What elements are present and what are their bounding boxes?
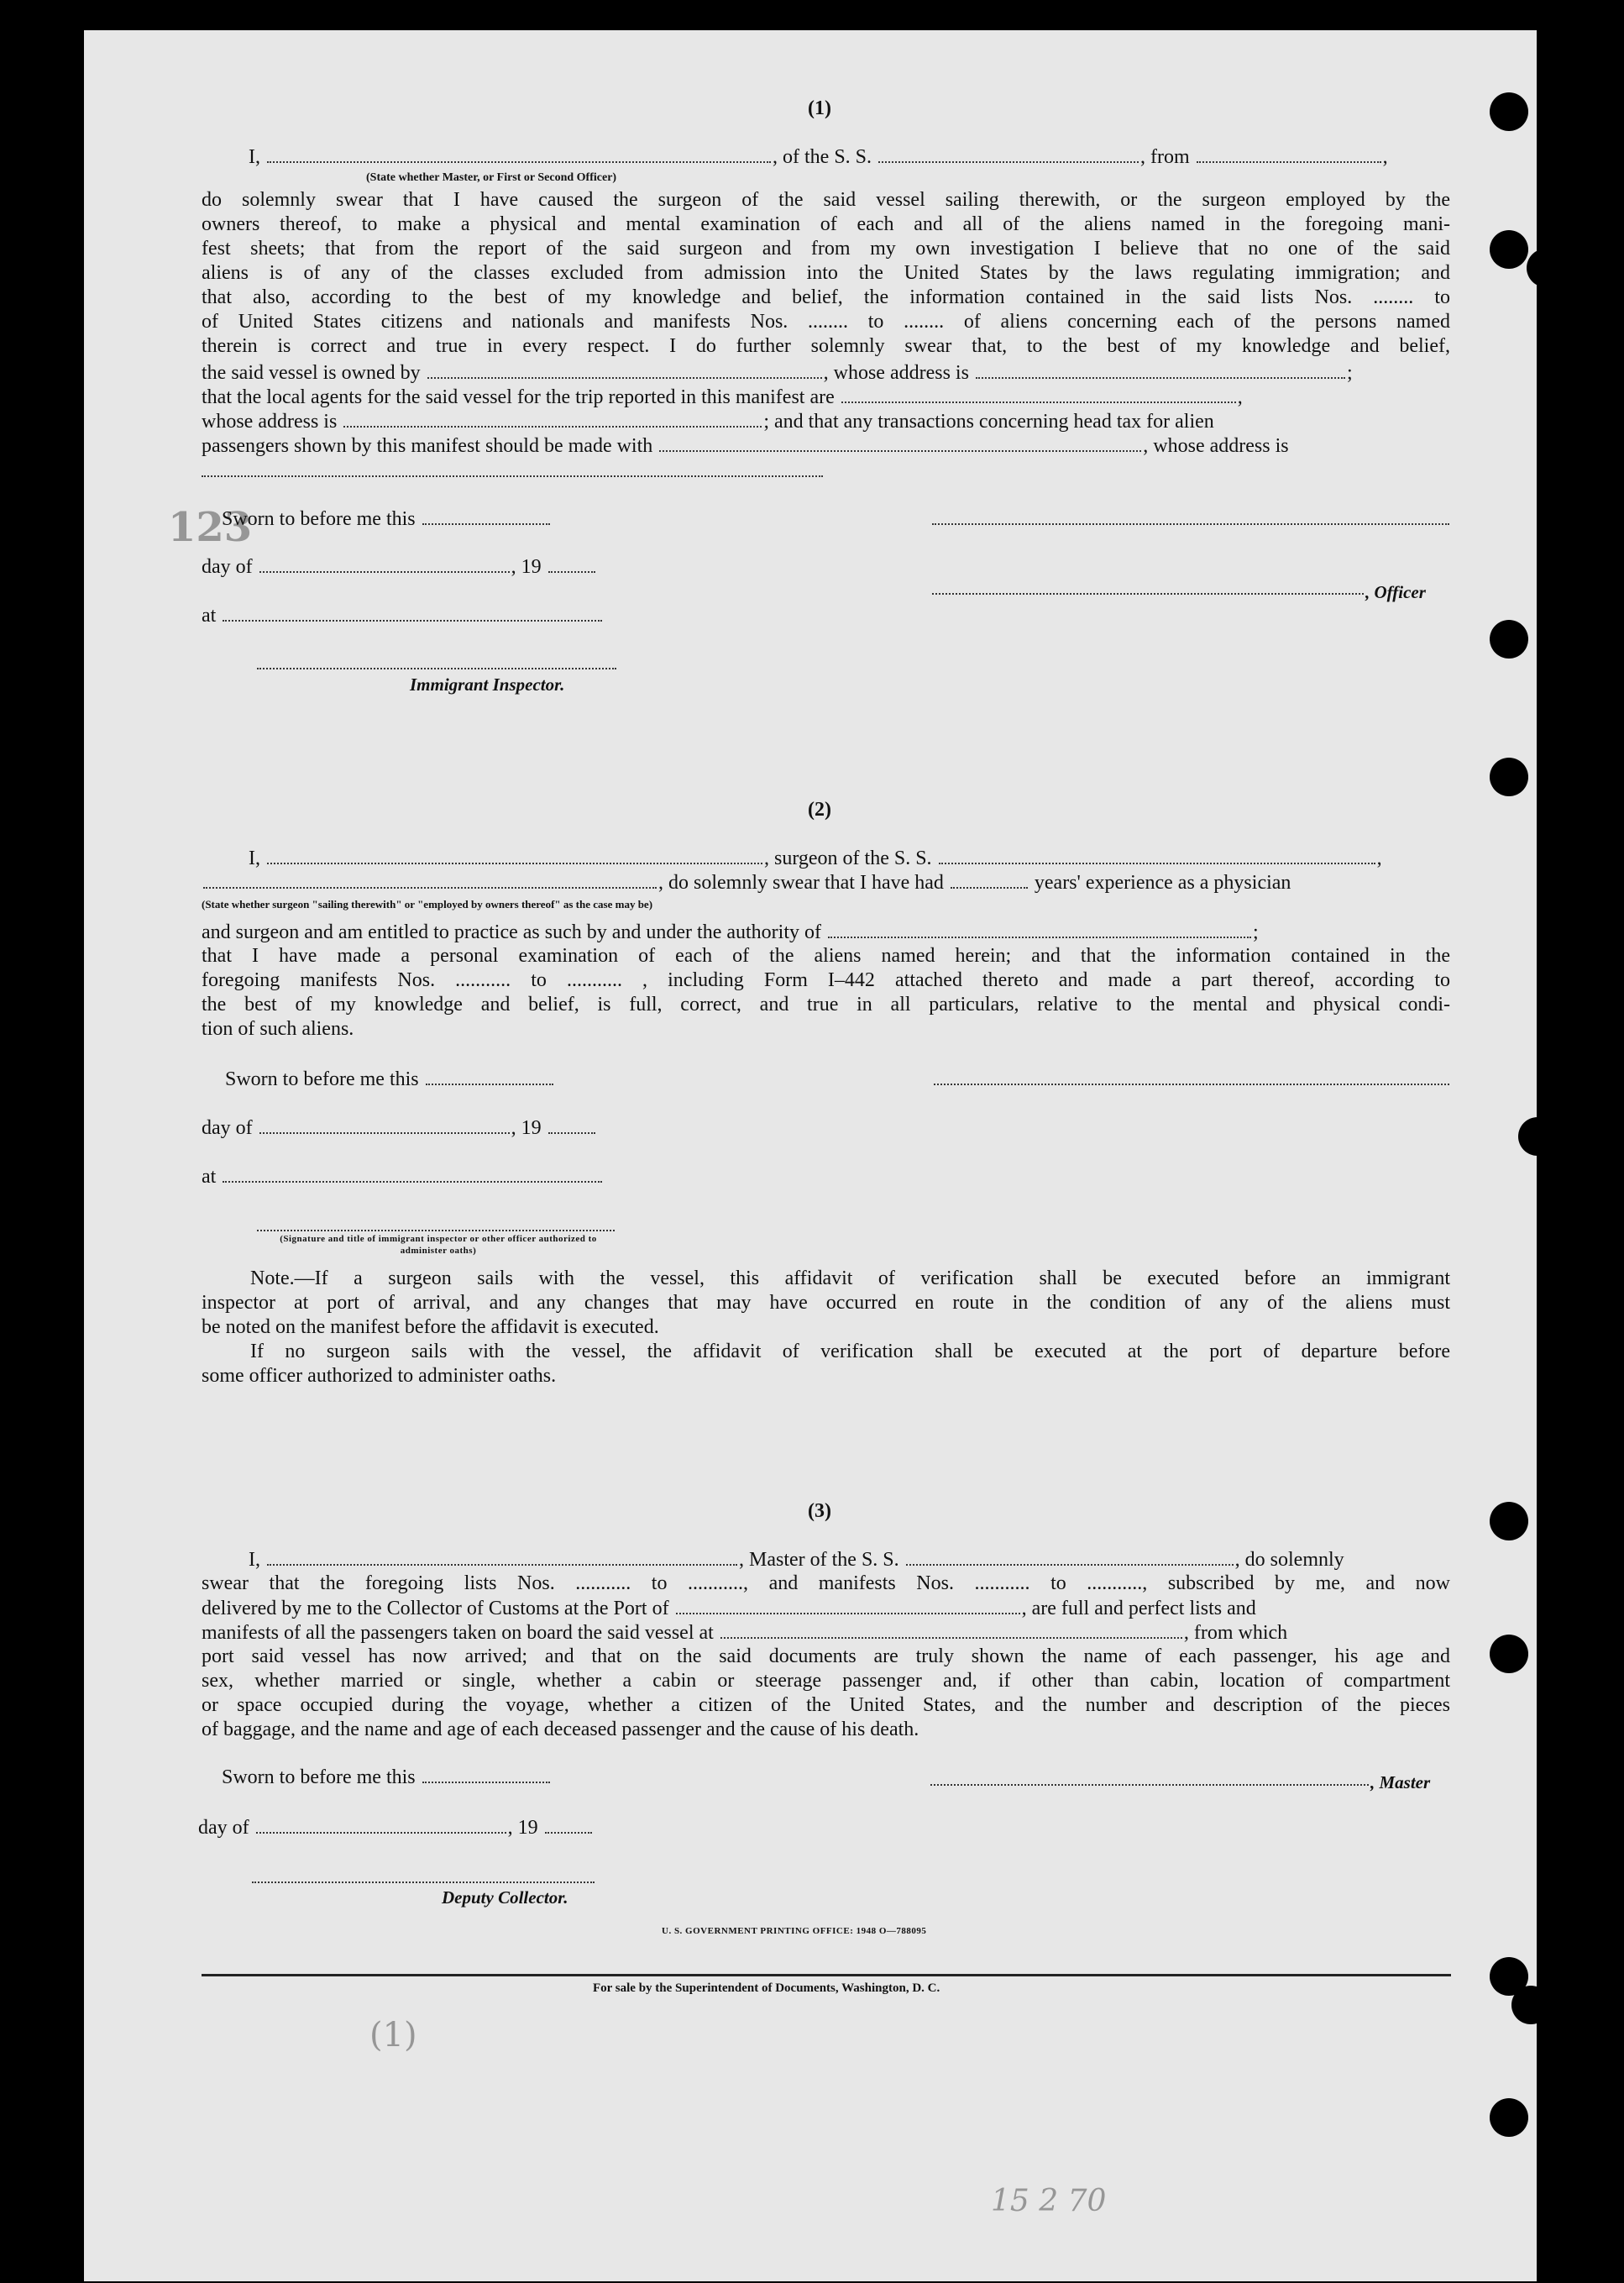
officer-name-field[interactable] (267, 146, 771, 163)
s3-collector-line[interactable] (252, 1882, 595, 1883)
s2-i: I, (249, 848, 260, 869)
binder-hole (1518, 1117, 1557, 1156)
address-continuation-line[interactable] (202, 475, 823, 477)
s3-solemnly-label: , do solemnly (1234, 1549, 1344, 1571)
s3-master-line[interactable] (930, 1784, 1369, 1786)
local-agents-line: that the local agents for the said vessel for the trip reported in this manifest are , (202, 386, 1243, 408)
section3-line2 (202, 1572, 1450, 1596)
s3-day-label: day of (198, 1817, 249, 1839)
s3-lists-label: , are full and perfect lists and (1021, 1598, 1256, 1619)
section3-body (202, 1645, 1450, 1742)
s1-at (202, 603, 604, 628)
local-agents-field[interactable] (841, 386, 1236, 403)
s1-day-label: day of (202, 556, 253, 578)
binder-hole (1490, 620, 1528, 659)
s1-from-label: , from (1140, 146, 1190, 168)
s1-sworn-field[interactable] (422, 508, 550, 525)
s3-collector-label: Deputy Collector. (442, 1887, 568, 1908)
passengers-line (202, 433, 1289, 459)
s3-line2: swear that the foregoing lists Nos. ........... to ..........., and manifests Nos. ........... to ..........., subscribed by me, and now (202, 1572, 1450, 1594)
s3-year-label: , 19 (507, 1817, 538, 1839)
s3-day-field[interactable] (256, 1817, 506, 1834)
s1-officer-line[interactable] (932, 593, 1364, 595)
s2-sworn-label: Sworn to before me this (225, 1068, 419, 1090)
years-experience-field[interactable] (951, 872, 1028, 889)
s3-day (198, 1815, 594, 1840)
s1-signature-line[interactable] (932, 523, 1449, 525)
s1-body-line: owners thereof, to make a physical and mental examination of each and all of the aliens named in the foregoing mani- (202, 213, 1450, 235)
section1-body (202, 188, 1450, 359)
binder-hole (1490, 92, 1528, 131)
surgeon-name-field[interactable] (267, 848, 762, 864)
s1-body-line: therein is correct and true in every respect. I do further solemnly swear that, to the best of my knowledge and belief, (202, 335, 1450, 357)
s3-year-field[interactable] (545, 1817, 592, 1834)
section3-number: (3) (808, 1500, 831, 1522)
s1-body-line: that also, according to the best of my knowledge and belief, the information contained in the said lists Nos. ........ to (202, 286, 1450, 308)
s3-sworn-label: Sworn to before me this (222, 1766, 416, 1788)
vessel-name-field[interactable] (878, 146, 1139, 163)
s2-day (202, 1115, 597, 1141)
head-tax-agent-field[interactable] (659, 435, 1141, 452)
head-tax-label: ; and that any transactions concerning head tax for alien (763, 411, 1214, 433)
owner-field[interactable] (427, 362, 822, 379)
whose-address-label-3: , whose address is (1143, 435, 1289, 457)
authority-line: and surgeon and am entitled to practice as such by and under the authority of ; (202, 921, 1259, 943)
s1-comma: , (1382, 146, 1388, 168)
s1-officer-label: , Officer (1365, 582, 1426, 602)
binder-hole (1490, 2098, 1528, 2137)
section1-number: (1) (808, 97, 831, 119)
s3-ss-label: , Master of the S. S. (739, 1549, 899, 1571)
whose-address-label-2: whose address is (202, 411, 338, 433)
section2-caption: (State whether surgeon "sailing therewith" or "employed by owners thereof" as the case may be) (202, 898, 653, 911)
s1-at-field[interactable] (223, 605, 602, 622)
s2-year-label: , 19 (511, 1117, 542, 1139)
note-line: Note.—If a surgeon sails with the vessel, this affidavit of verification shall be executed before an immigrant (250, 1267, 1450, 1289)
s1-ss-label: , of the S. S. (773, 146, 872, 168)
s1-inspector-line[interactable] (257, 668, 616, 669)
s2-ss-label: , surgeon of the S. S. (764, 848, 932, 869)
binder-hole (1490, 1635, 1528, 1673)
s1-body-line: do solemnly swear that I have caused the surgeon of the said vessel sailing therewith, or the surgeon employed by the (202, 189, 1450, 211)
s2-sig-caption: (Signature and title of immigrant inspector or other officer authorized to administer oaths) (280, 1234, 597, 1256)
agents-address-field[interactable] (343, 411, 762, 428)
s2-comma: , (1376, 848, 1382, 869)
s2-at-label: at (202, 1166, 217, 1188)
s3-body-line: sex, whether married or single, whether a cabin or steerage passenger and, if other than cabin, location of compartment (202, 1670, 1450, 1692)
section2-body (202, 944, 1450, 1042)
note2-line: If no surgeon sails with the vessel, the affidavit of verification shall be executed at the port of departure before (250, 1341, 1450, 1362)
s2-vessel-field[interactable] (939, 848, 1375, 864)
s3-port-label: delivered by me to the Collector of Customs at the Port of (202, 1598, 669, 1619)
whose-address-label: , whose address is (823, 362, 969, 384)
s3-body-line: or space occupied during the voyage, whether a citizen of the United States, and the number and description of the pieces (202, 1694, 1450, 1716)
note-paragraph (202, 1267, 1450, 1388)
s1-at-label: at (202, 605, 217, 627)
port-from-field[interactable] (1197, 146, 1381, 163)
s1-day (202, 554, 597, 580)
port-of-arrival-field[interactable] (676, 1598, 1020, 1614)
s1-year-field[interactable] (548, 556, 595, 573)
binder-hole (1490, 1502, 1528, 1540)
surgeon-status-field[interactable] (203, 872, 657, 889)
owned-by-line: the said vessel is owned by , whose address is ; (202, 362, 1353, 384)
s1-day-field[interactable] (259, 556, 510, 573)
s2-officer-signature-line[interactable] (257, 1230, 615, 1231)
section1-caption: (State whether Master, or First or Second Officer) (366, 171, 617, 184)
s2-signature-line[interactable] (934, 1084, 1449, 1085)
s1-sworn (222, 506, 552, 532)
s2-physician-label: years' experience as a physician (1034, 872, 1291, 894)
passengers-label: passengers shown by this manifest should be made with (202, 435, 653, 457)
s2-at (202, 1164, 604, 1189)
binder-hole (1527, 249, 1565, 287)
note-line: be noted on the manifest before the affidavit is executed. (202, 1316, 659, 1338)
s2-body-line: tion of such aliens. (202, 1018, 354, 1040)
note-line: inspector at port of arrival, and any changes that may have occurred en route in the condition of any of the aliens must (202, 1292, 1450, 1314)
section3-line3 (202, 1596, 1256, 1621)
s2-at-field[interactable] (223, 1166, 602, 1183)
s3-body-line: port said vessel has now arrived; and that on the said documents are truly shown the name of each passenger, his age and (202, 1645, 1450, 1667)
printing-office-line: U. S. GOVERNMENT PRINTING OFFICE: 1948 O—788095 (662, 1926, 927, 1936)
owned-by-label: the said vessel is owned by (202, 362, 421, 384)
s2-year-field[interactable] (548, 1117, 595, 1134)
s1-inspector-label: Immigrant Inspector. (410, 674, 565, 695)
note2-line: some officer authorized to administer oaths. (202, 1365, 557, 1387)
s3-i: I, (249, 1549, 260, 1571)
s2-day-label: day of (202, 1117, 253, 1139)
authority-label: and surgeon and am entitled to practice as such by and under the authority of (202, 921, 821, 943)
s1-i: I, (249, 146, 260, 168)
s2-body-line: foregoing manifests Nos. ........... to ........... , including Form I–442 attached thereto and made a part thereof, according to (202, 969, 1450, 991)
s3-master-label: , Master (1370, 1772, 1431, 1792)
s2-day-field[interactable] (259, 1117, 510, 1134)
s3-vessel-field[interactable] (906, 1549, 1234, 1566)
binder-hole (1490, 230, 1528, 269)
s1-year-label: , 19 (511, 556, 542, 578)
section2-number: (2) (808, 799, 831, 821)
port-of-departure-field[interactable] (720, 1622, 1182, 1639)
s2-sworn-field[interactable] (426, 1068, 553, 1085)
section3-line4 (202, 1620, 1287, 1645)
s1-body-line: aliens is of any of the classes excluded from admission into the United States by the laws regulating immigration; and (202, 262, 1450, 284)
section3-line1 (249, 1547, 1344, 1572)
s1-body-line: of United States citizens and nationals and manifests Nos. ........ to ........ of aliens concerning each of the persons named (202, 311, 1450, 333)
s1-body-line: fest sheets; that from the report of the said surgeon and from my own investigation I believe that no one of the said (202, 238, 1450, 260)
s3-sworn (222, 1765, 552, 1790)
section2-line1 (249, 846, 1382, 871)
s1-sworn-label: Sworn to before me this (222, 508, 416, 530)
s2-body-line: that I have made a personal examination of each of the aliens named herein; and that the information contained in the (202, 945, 1450, 967)
master-name-field[interactable] (267, 1549, 737, 1566)
s2-body-line: the best of my knowledge and belief, is full, correct, and true in all particulars, relative to the mental and physical condi- (202, 994, 1450, 1016)
binder-hole (1511, 1986, 1550, 2024)
s3-from-which-label: , from which (1183, 1622, 1288, 1644)
s2-sworn (225, 1067, 555, 1092)
s3-taken-label: manifests of all the passengers taken on board the said vessel at (202, 1622, 714, 1644)
owner-address-field[interactable] (976, 362, 1345, 379)
s3-sworn-field[interactable] (422, 1766, 550, 1783)
handwritten-note: 15 2 70 (991, 2184, 1107, 2218)
s2-swear-label: , do solemnly swear that I have had (658, 872, 944, 894)
local-agents-label: that the local agents for the said vessel for the trip reported in this manifest are (202, 386, 835, 408)
s3-body-line: of baggage, and the name and age of each deceased passenger and the cause of his death. (202, 1719, 919, 1740)
head-tax-line (202, 409, 1214, 434)
faint-stamp-number: 123 (168, 504, 253, 551)
binder-hole (1490, 758, 1528, 796)
handwritten-margin-mark: (1) (369, 2016, 417, 2055)
sale-notice: For sale by the Superintendent of Documents, Washington, D. C. (593, 1981, 940, 1995)
authority-field[interactable] (828, 921, 1251, 938)
